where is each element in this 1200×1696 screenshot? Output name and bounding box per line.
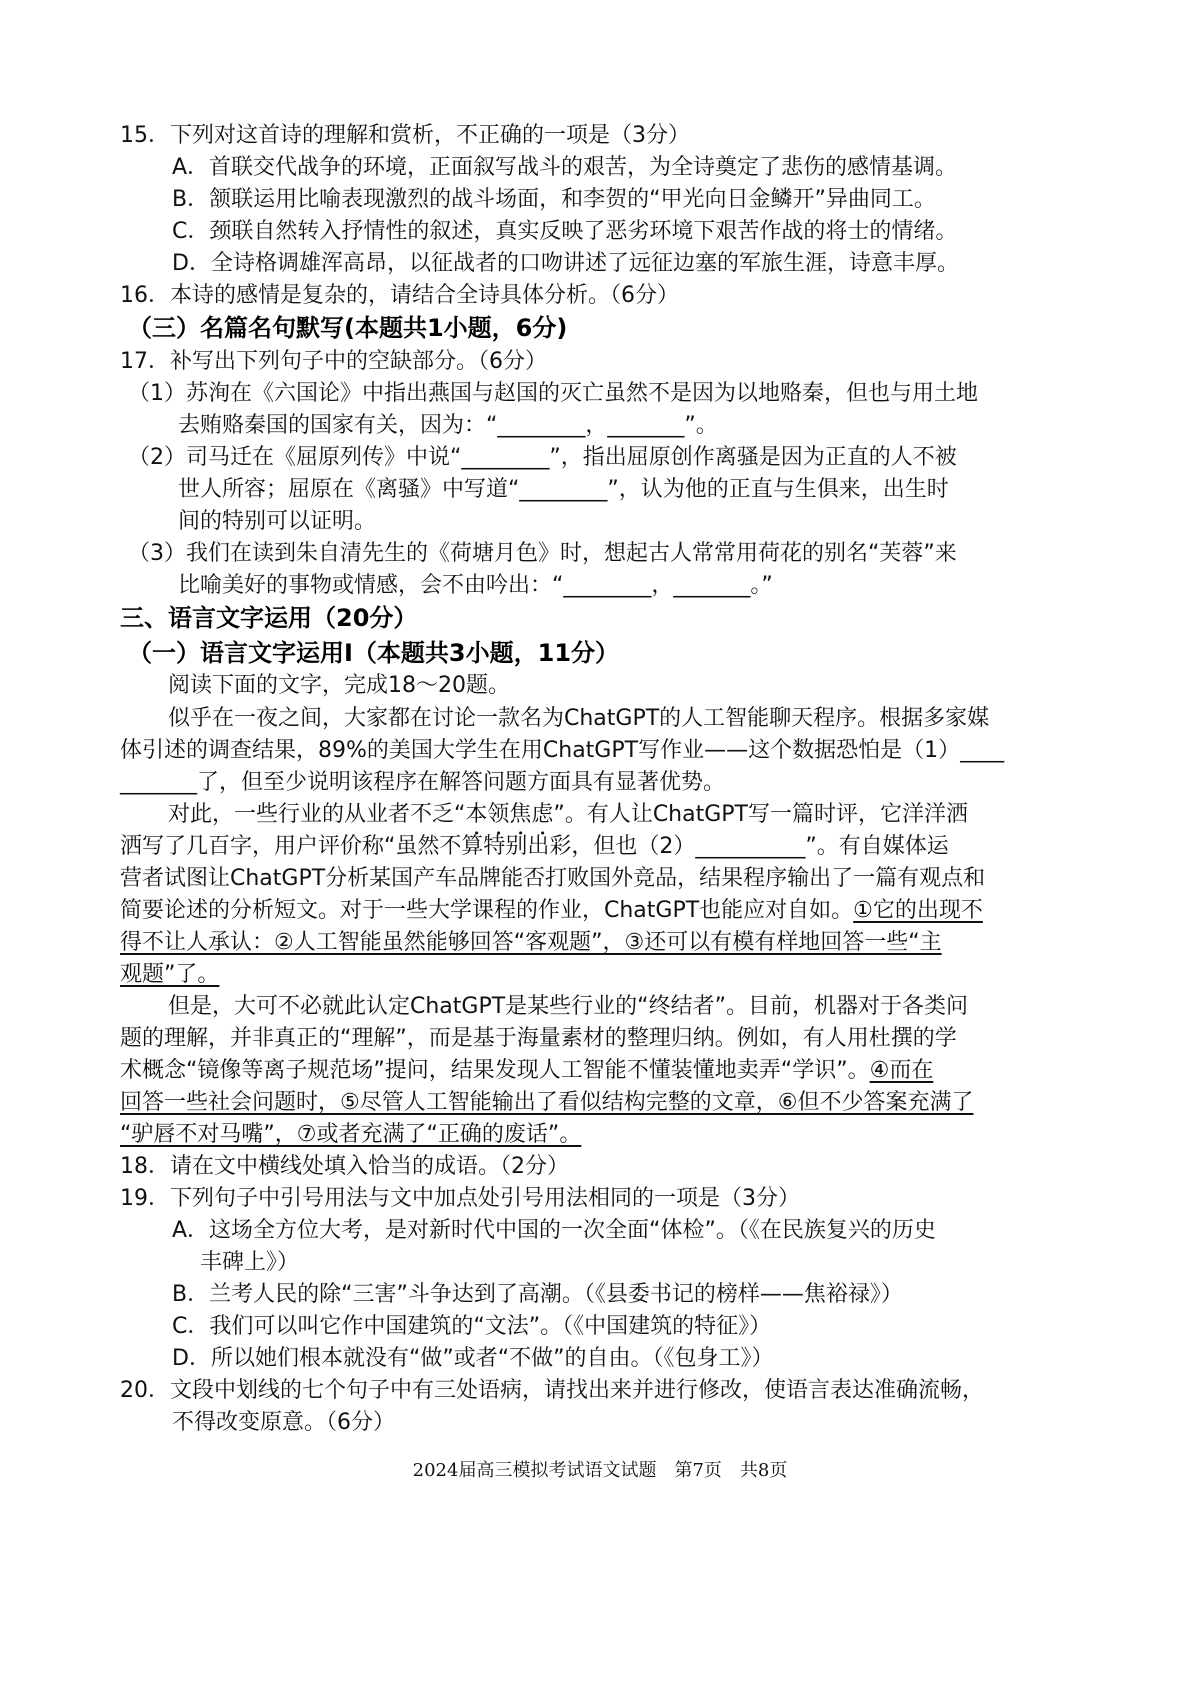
q15-option-d: D．全诗格调雄浑高昂，以征战者的口吻讲述了远征边塞的军旅生涯，诗意丰厚。 xyxy=(172,251,959,276)
underlined-sentence-7: “驴唇不对马嘴”，⑦或者充满了“正确的废话”。 xyxy=(120,1122,582,1147)
passage-p2-line4-pre: 简要论述的分析短文。对于一些大学课程的作业，ChatGPT也能应对自如。 xyxy=(120,898,854,923)
q17-part2-line1: （2）司马迁在《屈原列传》中说“________”，指出屈原创作离骚是因为正直的人不被 xyxy=(128,445,957,470)
part3-heading: 三、语言文字运用（20分） xyxy=(120,604,418,632)
underlined-sentence-1: ①它的出现不 xyxy=(853,898,983,923)
passage-p3-line3 xyxy=(120,1055,933,1087)
emphasis-dotted-quote: “本领焦虑” xyxy=(454,802,565,827)
passage-p3-line1: 但是，大可不必就此认定ChatGPT是某些行业的“终结者”。目前，机器对于各类问 xyxy=(168,994,968,1019)
underlined-sentence-4: ④而在 xyxy=(869,1058,934,1083)
passage-p2-line1-pre: 对此，一些行业的从业者不乏 xyxy=(168,802,455,827)
q19-stem: 19．下列句子中引号用法与文中加点处引号用法相同的一项是（3分） xyxy=(120,1186,800,1211)
q17-part3-line1: （3）我们在读到朱自清先生的《荷塘月色》时，想起古人常常用荷花的别名“芙蓉”来 xyxy=(128,541,957,566)
q17-part2-line3: 间的特别可以证明。 xyxy=(178,509,377,534)
q20-stem-line1: 20．文段中划线的七个句子中有三处语病，请找出来并进行修改，使语言表达准确流畅， xyxy=(120,1378,984,1403)
q17-stem: 17．补写出下列句子中的空缺部分。（6分） xyxy=(120,349,547,374)
section-heading-mingju: （三）名篇名句默写(本题共1小题，6分) xyxy=(128,314,568,342)
underlined-sentences-5-6: 回答一些社会问题时，⑤尽管人工智能输出了看似结构完整的文章，⑥但不少答案充满了 xyxy=(120,1090,974,1115)
q19-option-d: D．所以她们根本就没有“做”或者“不做”的自由。（《包身工》） xyxy=(172,1346,774,1371)
q17-part2-line2: 世人所容；屈原在《离骚》中写道“________”，认为他的正直与生俱来，出生时 xyxy=(178,477,949,502)
page-footer: 2024届高三模拟考试语文试题 第7页 共8页 xyxy=(412,1460,788,1481)
q15-option-c: C．颈联自然转入抒情性的叙述，真实反映了恶劣环境下艰苦作战的将士的情绪。 xyxy=(172,219,958,244)
passage-p2-line1-post: 。有人让ChatGPT写一篇时评，它洋洋洒 xyxy=(564,802,968,827)
underlined-sentence-3-end: 观题”了。 xyxy=(120,962,220,987)
q19-option-a-line2: 丰碑上》） xyxy=(200,1250,300,1275)
q19-option-a-line1: A．这场全方位大考，是对新时代中国的一次全面“体检”。（《在民族复兴的历史 xyxy=(172,1218,936,1243)
underlined-sentences-2-3: 得不让人承认：②人工智能虽然能够回答“客观题”，③还可以有模有样地回答一些“主 xyxy=(120,930,942,955)
q18-stem: 18．请在文中横线处填入恰当的成语。（2分） xyxy=(120,1154,569,1179)
q19-option-c: C．我们可以叫它作中国建筑的“文法”。（《中国建筑的特征》） xyxy=(172,1314,772,1339)
q15-stem: 15．下列对这首诗的理解和赏析，不正确的一项是（3分） xyxy=(120,123,690,148)
passage-p1-line3: _______了，但至少说明该程序在解答问题方面具有显著优势。 xyxy=(120,770,726,795)
passage-p2-line4 xyxy=(120,895,983,927)
passage-p3-line2: 题的理解，并非真正的“理解”，而是基于海量素材的整理归纳。例如，有人用杜撰的学 xyxy=(120,1026,957,1051)
q15-option-a: A．首联交代战争的环境，正面叙写战斗的艰苦，为全诗奠定了悲伤的感情基调。 xyxy=(172,155,958,180)
passage-p1-line2: 体引述的调查结果，89%的美国大学生在用ChatGPT写作业——这个数据恐怕是（1）____ xyxy=(120,738,1005,763)
q19-option-b: B．兰考人民的除“三害”斗争达到了高潮。（《县委书记的榜样——焦裕禄》） xyxy=(172,1282,903,1307)
passage-p2-line3: 营者试图让ChatGPT分析某国产车品牌能否打败国外竞品，结果程序输出了一篇有观点和 xyxy=(120,866,986,891)
q16-stem: 16．本诗的感情是复杂的，请结合全诗具体分析。（6分） xyxy=(120,283,679,308)
q17-part1-line2: 去贿赂秦国的国家有关，因为：“________，_______”。 xyxy=(178,413,718,438)
passage-p1-line1: 似乎在一夜之间，大家都在讨论一款名为ChatGPT的人工智能聊天程序。根据多家媒 xyxy=(168,706,990,731)
q17-part1-line1: （1）苏洵在《六国论》中指出燕国与赵国的灭亡虽然不是因为以地赂秦，但也与用土地 xyxy=(128,381,978,406)
q17-part3-line2: 比喻美好的事物或情感，会不由吟出：“________，_______。” xyxy=(178,573,773,598)
passage-p3-line3-pre: 术概念“镜像等离子规范场”提问，结果发现人工智能不懂装懂地卖弄“学识”。 xyxy=(120,1058,870,1083)
passage-p2-line2: 洒写了几百字，用户评价称“虽然不算特别出彩，但也（2）__________”。有自媒体运 xyxy=(120,834,949,859)
q20-stem-line2: 不得改变原意。（6分） xyxy=(172,1410,395,1435)
part3-subheading: （一）语言文字运用Ⅰ（本题共3小题，11分） xyxy=(128,639,620,667)
passage-intro: 阅读下面的文字，完成18～20题。 xyxy=(168,673,510,698)
q15-option-b: B．颔联运用比喻表现激烈的战斗场面，和李贺的“甲光向日金鳞开”异曲同工。 xyxy=(172,187,936,212)
